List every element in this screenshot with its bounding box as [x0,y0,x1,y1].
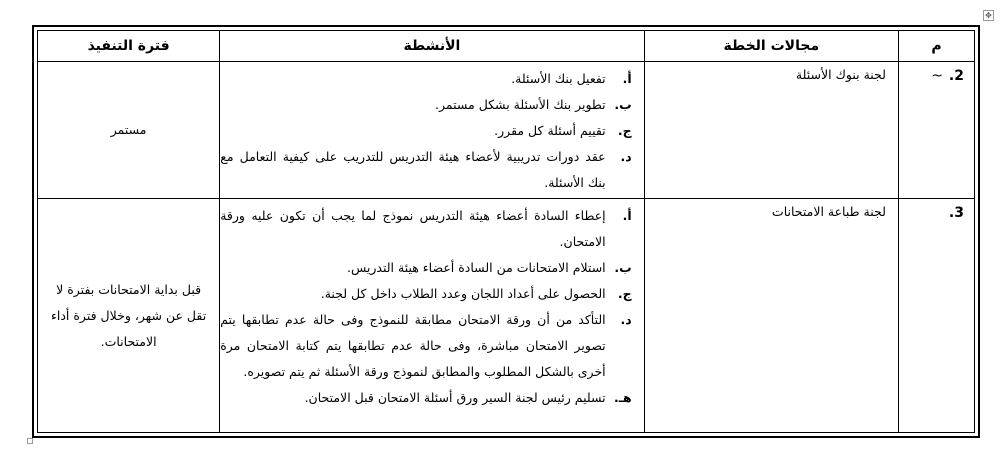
table-row [38,62,975,199]
list-marker: ب. [614,260,632,275]
list-item-text: تقييم أسئلة كل مقرر. [494,123,606,138]
list-item [220,118,631,144]
list-item [220,203,631,255]
list-item [220,144,631,196]
row-number-suffix: ~ [931,68,943,84]
field-cell: لجنة طباعة الامتحانات [644,199,898,433]
period-cell: قبل بداية الامتحانات بفترة لا تقل عن شهر، وخلال فترة أداء الامتحانات. [38,199,220,433]
activities-cell [220,62,644,199]
activities-list [220,62,643,198]
list-marker: ج. [617,123,632,138]
list-marker: هـ. [613,390,632,405]
plan-table-frame [32,25,980,438]
list-item [220,255,631,281]
period-cell: مستمر [38,62,220,199]
list-item-text: تطوير بنك الأسئلة بشكل مستمر. [435,97,606,112]
list-marker: أ. [622,208,632,223]
header-number: م [898,31,974,62]
header-period: فترة التنفيذ [38,31,220,62]
row-number: 3. [948,205,964,221]
list-marker: د. [620,149,632,164]
list-item [220,281,631,307]
table-resize-handle-icon[interactable] [27,438,33,444]
list-item-text: عقد دورات تدريبية لأعضاء هيئة التدريس للتدريب على كيفية التعامل مع بنك الأسئلة. [220,149,606,190]
activities-list [220,199,643,413]
list-item [220,307,631,385]
list-marker: ج. [617,286,632,301]
header-field: مجالات الخطة [644,31,898,62]
list-item-text: استلام الامتحانات من السادة أعضاء هيئة التدريس. [346,260,606,275]
list-item [220,385,631,411]
list-item-text: إعطاء السادة أعضاء هيئة التدريس نموذج لما يجب أن تكون عليه ورقة الامتحان. [220,208,606,249]
table-move-handle-icon[interactable]: ✥ [983,10,994,21]
list-item-text: تفعيل بنك الأسئلة. [511,71,606,86]
table-row [38,199,975,433]
list-item [220,66,631,92]
list-marker: ب. [614,97,632,112]
list-item-text: التأكد من أن ورقة الامتحان مطابقة للنموذج وفى حالة عدم تطابقها يتم تصوير الامتحان مباشرة، وفى حالة عدم تطابقها يتم كتابة الامتحان مرة أخرى بالشكل المطلوب والمطابق لنموذج ورقة الأسئلة ثم يتم تصويره. [220,312,606,379]
field-cell: لجنة بنوك الأسئلة [644,62,898,199]
row-number: 2. [948,68,964,84]
table-header-row [38,31,975,62]
row-number-cell [898,62,974,199]
activities-cell [220,199,644,433]
list-item-text: تسليم رئيس لجنة السير ورق أسئلة الامتحان قبل الامتحان. [304,390,606,405]
plan-table [37,30,975,433]
list-item-text: الحصول على أعداد اللجان وعدد الطلاب داخل كل لجنة. [320,286,606,301]
list-item [220,92,631,118]
list-marker: د. [620,312,632,327]
row-number-cell [898,199,974,433]
list-marker: أ. [622,71,632,86]
header-activities: الأنشطة [220,31,644,62]
